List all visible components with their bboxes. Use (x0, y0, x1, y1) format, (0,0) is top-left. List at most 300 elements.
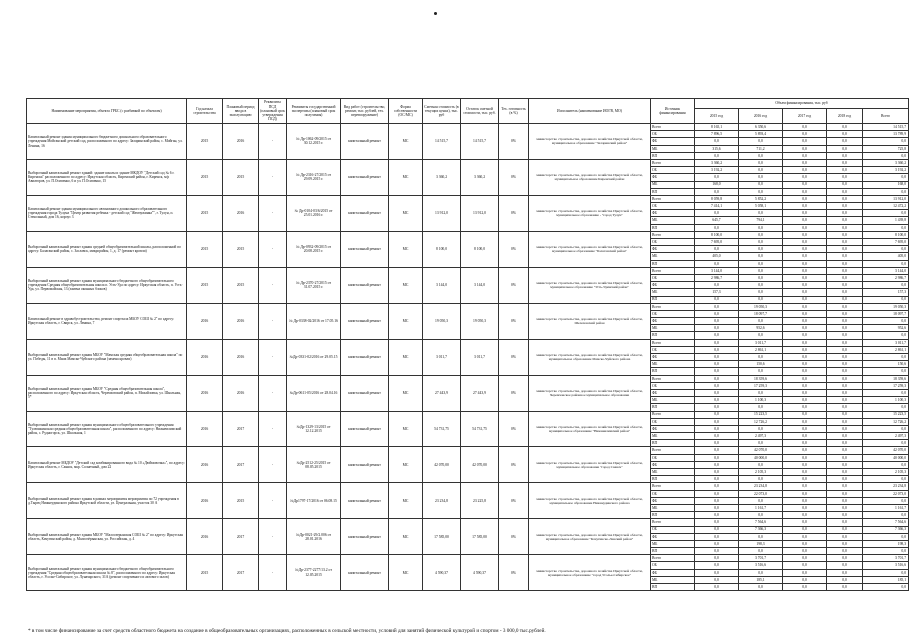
year-amount-cell: 0,0 (783, 375, 827, 382)
year-amount-cell: 0,0 (827, 504, 863, 511)
year-amount-cell: 0,0 (783, 159, 827, 166)
year-amount-cell: 0,0 (695, 188, 739, 195)
table-header (27, 99, 909, 124)
year-amount-cell: 2 986,7 (695, 274, 739, 281)
ownership-cell: МС (389, 555, 423, 591)
year-amount-cell: 0,0 (695, 303, 739, 310)
estimate-cell: 54 731,75 (423, 411, 461, 447)
work-type-cell: капитальный ремонт (341, 447, 389, 483)
funding-source-cell: Всего (651, 303, 695, 310)
end-year-cell: 2016 (223, 303, 259, 339)
table-row (27, 339, 909, 346)
readiness-cell: 0% (499, 267, 529, 303)
year-amount-cell: 0,0 (739, 246, 783, 253)
total-cell: 3 144,0 (863, 267, 909, 274)
year-amount-cell: 0,0 (695, 361, 739, 368)
year-amount-cell: 0,0 (783, 440, 827, 447)
remaining-cell: 19 050,3 (461, 303, 499, 339)
year-amount-cell: 0,0 (783, 310, 827, 317)
year-amount-cell: 0,0 (783, 325, 827, 332)
year-amount-cell: 0,0 (783, 469, 827, 476)
total-cell: 13 789,9 (863, 131, 909, 138)
table-body (27, 124, 909, 591)
funding-source-cell: МБ (651, 253, 695, 260)
funding-source-cell: ОБ (651, 562, 695, 569)
remaining-cell: 14 515,7 (461, 124, 499, 160)
year-amount-cell: 0,0 (739, 389, 783, 396)
year-amount-cell: 0,0 (695, 325, 739, 332)
psd-cell: - (259, 339, 287, 375)
year-amount-cell: 0,0 (827, 469, 863, 476)
remaining-cell: 27 443,9 (461, 375, 499, 411)
year-amount-cell: 19 050,3 (739, 303, 783, 310)
year-amount-cell: 0,0 (695, 490, 739, 497)
year-amount-cell: 0,0 (695, 447, 739, 454)
year-amount-cell: 0,0 (783, 425, 827, 432)
year-amount-cell: 0,0 (783, 569, 827, 576)
total-cell: 0,0 (863, 512, 909, 519)
year-amount-cell: 315,6 (695, 145, 739, 152)
total-cell: 0,0 (863, 282, 909, 289)
year-amount-cell: 0,0 (827, 555, 863, 562)
year-amount-cell: 0,0 (739, 167, 783, 174)
total-cell: 0,0 (863, 188, 909, 195)
year-amount-cell: 0,0 (695, 569, 739, 576)
psd-cell: - (259, 447, 287, 483)
funding-source-cell: МБ (651, 433, 695, 440)
year-amount-cell: 0,0 (783, 282, 827, 289)
total-cell: 0,0 (863, 318, 909, 325)
table-row (27, 447, 909, 454)
year-amount-cell: 0,0 (695, 512, 739, 519)
year-amount-cell: 0,0 (695, 210, 739, 217)
beneficiary-cell: министерство строительства, дорожного хозяйства Иркутской области, муниципальное образование "город Усолье-Сибирское" (529, 555, 651, 591)
expertise-cell: №Др1797-17/2016 от 06.08.15 (287, 483, 341, 519)
psd-cell: - (259, 411, 287, 447)
total-cell: 0,0 (863, 497, 909, 504)
year-amount-cell: 0,0 (695, 584, 739, 591)
table-row (27, 267, 909, 274)
year-amount-cell: 0,0 (827, 231, 863, 238)
ownership-cell: МС (389, 195, 423, 231)
table-row (27, 519, 909, 526)
header-end-year: Плановый период ввода в эксплуатацию (223, 99, 259, 124)
total-cell: 12 726,2 (863, 418, 909, 425)
funding-source-cell: ВП (651, 584, 695, 591)
total-cell: 40 000,0 (863, 454, 909, 461)
year-amount-cell: 0,0 (695, 411, 739, 418)
year-amount-cell: 0,0 (695, 425, 739, 432)
header-readiness: Тех. готовность (в %) (499, 99, 529, 124)
funding-source-cell: ВП (651, 476, 695, 483)
year-amount-cell: 185,1 (739, 576, 783, 583)
end-year-cell: 2016 (223, 375, 259, 411)
estimate-cell: 17 585,00 (423, 519, 461, 555)
funding-source-cell: ФБ (651, 246, 695, 253)
total-cell: 8 100,0 (863, 231, 909, 238)
year-amount-cell: 0,0 (695, 418, 739, 425)
year-amount-cell: 0,0 (695, 346, 739, 353)
year-amount-cell: 0,0 (827, 447, 863, 454)
year-amount-cell: 0,0 (695, 555, 739, 562)
readiness-cell: 0% (499, 483, 529, 519)
year-amount-cell: 0,0 (827, 382, 863, 389)
readiness-cell: 0% (499, 375, 529, 411)
total-cell: 185,1 (863, 576, 909, 583)
ownership-cell: МС (389, 124, 423, 160)
year-amount-cell: 0,0 (827, 569, 863, 576)
year-amount-cell: 0,0 (827, 346, 863, 353)
footnote: * в том числе финансирование за счет средств областного бюджета на создание в общеобразовательных организациях, расположенных в сельской местности, условий для занятий физической культурой и спортом - 3 000,0 тыс.рублей. (28, 628, 546, 634)
year-amount-cell: 0,0 (783, 433, 827, 440)
header-object: Наименование мероприятия, объекта ГРБС (с разбивкой по объектам) (27, 99, 187, 124)
year-amount-cell: 0,0 (827, 138, 863, 145)
total-cell: 0,0 (863, 584, 909, 591)
expertise-cell: № Др-0104-03/6/2015 от 25.01.2016 г. (287, 195, 341, 231)
year-amount-cell: 0,0 (827, 375, 863, 382)
year-amount-cell: 0,0 (783, 584, 827, 591)
funding-source-cell: МБ (651, 576, 695, 583)
funding-source-cell: ФБ (651, 389, 695, 396)
year-amount-cell: 0,0 (695, 533, 739, 540)
year-amount-cell: 0,0 (827, 454, 863, 461)
funding-source-cell: МБ (651, 469, 695, 476)
year-amount-cell: 0,0 (827, 181, 863, 188)
total-cell: 0,0 (863, 569, 909, 576)
year-amount-cell: 7 896,5 (695, 131, 739, 138)
year-amount-cell: 0,0 (783, 512, 827, 519)
year-amount-cell: 0,0 (695, 310, 739, 317)
year-amount-cell: 0,0 (827, 260, 863, 267)
year-amount-cell: 8 100,0 (695, 231, 739, 238)
year-amount-cell: 198,3 (739, 540, 783, 547)
year-amount-cell: 0,0 (783, 361, 827, 368)
work-type-cell: капитальный ремонт (341, 267, 389, 303)
total-cell: 3 360,2 (863, 159, 909, 166)
funding-source-cell: ОБ (651, 346, 695, 353)
remaining-cell: 3 360,2 (461, 159, 499, 195)
ownership-cell: МС (389, 231, 423, 267)
year-amount-cell: 0,0 (827, 461, 863, 468)
year-amount-cell: 0,0 (827, 512, 863, 519)
year-amount-cell: 0,0 (827, 210, 863, 217)
remaining-cell: 8 100,0 (461, 231, 499, 267)
year-amount-cell: 0,0 (827, 404, 863, 411)
funding-source-cell: Всего (651, 447, 695, 454)
year-amount-cell: 0,0 (827, 548, 863, 555)
year-amount-cell: 0,0 (783, 267, 827, 274)
funding-source-cell: Всего (651, 195, 695, 202)
total-cell: 1 161,7 (863, 504, 909, 511)
year-amount-cell: 12 726,2 (739, 418, 783, 425)
year-amount-cell: 0,0 (783, 476, 827, 483)
year-amount-cell: 0,0 (827, 325, 863, 332)
total-cell: 0,0 (863, 368, 909, 375)
year-amount-cell: 0,0 (783, 533, 827, 540)
funding-source-cell: ФБ (651, 318, 695, 325)
year-amount-cell: 0,0 (695, 476, 739, 483)
end-year-cell: 2015 (223, 231, 259, 267)
funding-source-cell: ВП (651, 188, 695, 195)
work-type-cell: капитальный ремонт (341, 375, 389, 411)
funding-source-cell: МБ (651, 361, 695, 368)
year-amount-cell: 0,0 (739, 159, 783, 166)
year-amount-cell: 0,0 (783, 548, 827, 555)
estimate-cell: 3 144,0 (423, 267, 461, 303)
year-amount-cell: 0,0 (827, 152, 863, 159)
funding-source-cell: ВП (651, 548, 695, 555)
year-amount-cell: 0,0 (827, 490, 863, 497)
investment-program-table (26, 98, 909, 591)
year-amount-cell: 0,0 (827, 195, 863, 202)
year-amount-cell: 8 165,1 (695, 124, 739, 131)
year-amount-cell: 0,0 (739, 152, 783, 159)
readiness-cell: 0% (499, 447, 529, 483)
year-amount-cell: 0,0 (695, 260, 739, 267)
year-amount-cell: 0,0 (739, 282, 783, 289)
table-row (27, 555, 909, 562)
year-amount-cell: 7 414,1 (695, 203, 739, 210)
work-type-cell: капитальный ремонт (341, 303, 389, 339)
year-amount-cell: 0,0 (739, 231, 783, 238)
start-year-cell: 2015 (187, 159, 223, 195)
beneficiary-cell: министерство строительства, дорожного хозяйства Иркутской области, Черемховское районное муниципальное образование (529, 375, 651, 411)
year-amount-cell: 0,0 (827, 239, 863, 246)
expertise-cell: № Др-2316-27/2015 от 29.09.2015 г. (287, 159, 341, 195)
year-amount-cell: 0,0 (783, 181, 827, 188)
year-amount-cell: 0,0 (695, 461, 739, 468)
total-cell: 15 223,5 (863, 411, 909, 418)
year-amount-cell: 0,0 (827, 174, 863, 181)
end-year-cell: 2016 (223, 195, 259, 231)
year-amount-cell: 0,0 (783, 296, 827, 303)
total-cell: 1 439,8 (863, 217, 909, 224)
year-amount-cell: 3 144,0 (695, 267, 739, 274)
year-amount-cell: 23 234,8 (739, 483, 783, 490)
year-amount-cell: 952,6 (739, 325, 783, 332)
start-year-cell: 2016 (187, 339, 223, 375)
total-cell: 0,0 (863, 461, 909, 468)
funding-source-cell: ОБ (651, 203, 695, 210)
year-amount-cell: 0,0 (739, 138, 783, 145)
year-amount-cell: 0,0 (783, 339, 827, 346)
psd-cell: - (259, 375, 287, 411)
year-amount-cell: 0,0 (695, 224, 739, 231)
total-cell: 19 050,3 (863, 303, 909, 310)
total-cell: 0,0 (863, 224, 909, 231)
expertise-cell: №Др-0331-02/2016 от 29.05.15 (287, 339, 341, 375)
estimate-cell: 42 070,00 (423, 447, 461, 483)
year-amount-cell: 150,6 (739, 361, 783, 368)
year-amount-cell: 3 516,6 (739, 562, 783, 569)
work-type-cell: капитальный ремонт (341, 124, 389, 160)
header-work-type: Вид работ (строительство, ремонт, тыс. рублей, тех. перевооружение) (341, 99, 389, 124)
year-amount-cell: 0,0 (827, 397, 863, 404)
psd-cell: - (259, 519, 287, 555)
year-amount-cell: 0,0 (695, 526, 739, 533)
funding-source-cell: ВП (651, 224, 695, 231)
object-name-cell: Капитальный ремонт МБДОУ "Детский сад комбинированного вида № 10 «Дюймовочка»", по адресу: Иркутская область, г. Саянск, мкр. Солнечный, дом 22 (27, 447, 187, 483)
total-cell: 0,0 (863, 296, 909, 303)
end-year-cell: 2017 (223, 411, 259, 447)
object-name-cell: Выборочный капитальный ремонт зданий: здание школы и здание МКДОУ "Детский сад № 6 г. Киренска" расположенного по адресу: Иркутская область, Киренский район, г. Киренск, м/р Авиаторов, ул. П.Осипенко, 6 и ул. П.Осипенко, 15 (27, 159, 187, 195)
year-amount-cell: 0,0 (783, 332, 827, 339)
year-amount-cell: 0,0 (739, 404, 783, 411)
total-cell: 0,0 (863, 260, 909, 267)
year-amount-cell: 711,2 (739, 145, 783, 152)
year-amount-cell: 0,0 (827, 303, 863, 310)
year-amount-cell: 1 100,3 (739, 397, 783, 404)
funding-source-cell: Всего (651, 267, 695, 274)
funding-source-cell: ФБ (651, 461, 695, 468)
funding-source-cell: Всего (651, 555, 695, 562)
total-cell: 13 912,0 (863, 195, 909, 202)
header-remaining: Остаток сметной стоимости, тыс. руб. (461, 99, 499, 124)
year-amount-cell: 0,0 (783, 210, 827, 217)
year-amount-cell: 2 497,3 (739, 433, 783, 440)
year-amount-cell: 0,0 (695, 540, 739, 547)
funding-source-cell: МБ (651, 325, 695, 332)
year-amount-cell: 0,0 (695, 454, 739, 461)
year-amount-cell: 0,0 (827, 310, 863, 317)
header-y2017: 2017 год (783, 109, 827, 124)
work-type-cell: капитальный ремонт (341, 339, 389, 375)
year-amount-cell: 0,0 (783, 454, 827, 461)
beneficiary-cell: министерство строительства, дорожного хозяйства Иркутской области, муниципальное образование Мамско-Чуйского района (529, 339, 651, 375)
start-year-cell: 2015 (187, 267, 223, 303)
year-amount-cell: 0,0 (783, 497, 827, 504)
table-row (27, 124, 909, 131)
funding-source-cell: МБ (651, 504, 695, 511)
year-amount-cell: 0,0 (739, 274, 783, 281)
year-amount-cell: 0,0 (783, 461, 827, 468)
end-year-cell: 2015 (223, 483, 259, 519)
year-amount-cell: 0,0 (695, 282, 739, 289)
year-amount-cell: 0,0 (827, 354, 863, 361)
funding-source-cell: ОБ (651, 310, 695, 317)
year-amount-cell: 0,0 (827, 526, 863, 533)
object-name-cell: Выборочный капитальный ремонт здания в рамках мероприятия мероприятия по 72 учреждения в д.Тырец Нижнеудинского района Иркутской области, ул. Центральная, участок 30 А (27, 483, 187, 519)
funding-source-cell: Всего (651, 231, 695, 238)
readiness-cell: 0% (499, 303, 529, 339)
year-amount-cell: 0,0 (827, 267, 863, 274)
year-amount-cell: 0,0 (827, 562, 863, 569)
year-amount-cell: 0,0 (739, 210, 783, 217)
total-cell: 7 695,0 (863, 239, 909, 246)
year-amount-cell: 1 161,7 (739, 504, 783, 511)
total-cell: 2 497,3 (863, 433, 909, 440)
year-amount-cell: 0,0 (783, 224, 827, 231)
year-amount-cell: 3 192,2 (695, 167, 739, 174)
year-amount-cell: 0,0 (783, 526, 827, 533)
year-amount-cell: 0,0 (739, 239, 783, 246)
expertise-cell: № Др-0932-09/2015 от 20.08.2015 г. (287, 231, 341, 267)
year-amount-cell: 0,0 (827, 425, 863, 432)
estimate-cell: 4 590,37 (423, 555, 461, 591)
total-cell: 0,0 (863, 332, 909, 339)
year-amount-cell: 0,0 (783, 203, 827, 210)
readiness-cell: 0% (499, 339, 529, 375)
year-amount-cell: 0,0 (827, 368, 863, 375)
estimate-cell: 27 443,9 (423, 375, 461, 411)
funding-source-cell: Всего (651, 339, 695, 346)
year-amount-cell: 0,0 (827, 224, 863, 231)
year-amount-cell: 0,0 (827, 282, 863, 289)
estimate-cell: 19 050,3 (423, 303, 461, 339)
header-source: Источник финансирования (651, 99, 695, 124)
end-year-cell: 2017 (223, 447, 259, 483)
year-amount-cell: 3 360,2 (695, 159, 739, 166)
beneficiary-cell: министерство строительства, дорожного хозяйства Иркутской области, муниципальное образование "Нижнеилимский район" (529, 411, 651, 447)
expertise-cell: №Др-2512-25/2015 от 08.05.2015 (287, 447, 341, 483)
year-amount-cell: 0,0 (739, 440, 783, 447)
total-cell: 3 011,7 (863, 339, 909, 346)
table-row (27, 159, 909, 166)
year-amount-cell: 0,0 (827, 339, 863, 346)
year-amount-cell: 0,0 (783, 504, 827, 511)
table-row (27, 231, 909, 238)
year-amount-cell: 0,0 (783, 418, 827, 425)
year-amount-cell: 0,0 (783, 131, 827, 138)
object-name-cell: Выборочный капитальный ремонт здания средней общеобразовательной школы, расположенной по адресу: Балаганский район, с. Заславск, микрорайон, 1, д. 17 (ремонт кровли) (27, 231, 187, 267)
total-cell: 0,0 (863, 210, 909, 217)
year-amount-cell: 0,0 (739, 296, 783, 303)
readiness-cell: 0% (499, 231, 529, 267)
year-amount-cell: 0,0 (783, 389, 827, 396)
year-amount-cell: 17 259,3 (739, 382, 783, 389)
year-amount-cell: 0,0 (695, 375, 739, 382)
funding-source-cell: ФБ (651, 425, 695, 432)
year-amount-cell: 0,0 (695, 318, 739, 325)
total-cell: 0,0 (863, 404, 909, 411)
year-amount-cell: 0,0 (783, 174, 827, 181)
funding-source-cell: ВП (651, 296, 695, 303)
expertise-cell: № Др-1062-09/2015 от 30.12.2015 г. (287, 124, 341, 160)
readiness-cell: 0% (499, 195, 529, 231)
total-cell: 12 472,2 (863, 203, 909, 210)
funding-source-cell: Всего (651, 159, 695, 166)
year-amount-cell: 0,0 (739, 584, 783, 591)
total-cell: 0,0 (863, 548, 909, 555)
psd-cell: - (259, 231, 287, 267)
object-name-cell: Капитальный ремонт здания муниципального автономного дошкольного образовательного учреждения города Тулуна "Центр развития ребенка - детский сад "Жемчужинка"", г. Тулун, п. Стекольный, дом 16, корпус 3 (27, 195, 187, 231)
ownership-cell: МС (389, 519, 423, 555)
year-amount-cell: 0,0 (739, 512, 783, 519)
object-name-cell: Выборочный капитальный ремонт здания муниципального общеобразовательного учреждения "Тулюшкинская средняя общеобразовательная школа", расположенного по адресу: Нижнеилимский район, с. Рудногорск, ул. Школьная, 1 (27, 411, 187, 447)
year-amount-cell: 0,0 (695, 174, 739, 181)
year-amount-cell: 7 564,6 (739, 519, 783, 526)
beneficiary-cell: министерство строительства, дорожного хозяйства Иркутской области, муниципальное образование "Качугинско-Ленский район" (529, 519, 651, 555)
year-amount-cell: 0,0 (783, 246, 827, 253)
remaining-cell: 3 011,7 (461, 339, 499, 375)
year-amount-cell: 0,0 (783, 253, 827, 260)
beneficiary-cell: министерство строительства, дорожного хозяйства Иркутской области, муниципальное образование "Балаганский район" (529, 231, 651, 267)
funding-source-cell: ВП (651, 512, 695, 519)
year-amount-cell: 0,0 (695, 440, 739, 447)
total-cell: 952,6 (863, 325, 909, 332)
funding-source-cell: ФБ (651, 569, 695, 576)
year-amount-cell: 168,0 (695, 181, 739, 188)
year-amount-cell: 3 701,7 (739, 555, 783, 562)
estimate-cell: 3 360,2 (423, 159, 461, 195)
total-cell: 168,0 (863, 181, 909, 188)
year-amount-cell: 0,0 (739, 497, 783, 504)
year-amount-cell: 0,0 (695, 332, 739, 339)
funding-source-cell: ВП (651, 440, 695, 447)
year-amount-cell: 0,0 (783, 490, 827, 497)
year-amount-cell: 0,0 (739, 354, 783, 361)
total-cell: 23 234,8 (863, 483, 909, 490)
